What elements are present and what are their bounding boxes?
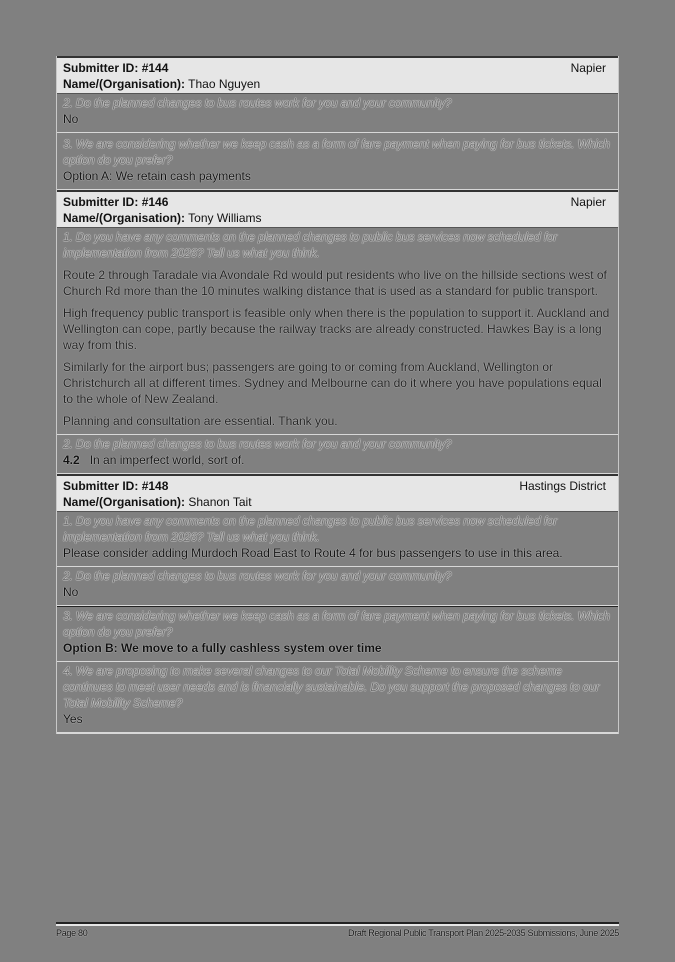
submission-header — [57, 190, 618, 228]
response-block — [57, 512, 618, 567]
response-block — [57, 133, 618, 190]
question-text: 2. Do the planned changes to bus routes work for you and your community? — [63, 96, 452, 110]
submitter-name: Name/(Organisation): Shanon Tait — [63, 495, 252, 509]
question-text: 3. We are considering whether we keep cash as a form of fare payment when paying for bus tickets. Which option do you prefer? — [63, 137, 610, 167]
page-number: Page 80 — [56, 928, 88, 938]
answer-text: No — [63, 112, 79, 126]
answer-paragraph: Planning and consultation are essential. Thank you. — [63, 414, 338, 428]
question-text: 1. Do you have any comments on the planned changes to public bus services now scheduled for implementation from 2026? Tell us what you think. — [63, 230, 558, 260]
submission-header — [57, 474, 618, 512]
answer-text: No — [63, 585, 79, 599]
submitter-location: Napier — [570, 195, 606, 209]
submitter-id: Submitter ID: #148 — [63, 479, 169, 493]
submitter-location: Hastings District — [519, 479, 606, 493]
question-text: 2. Do the planned changes to bus routes work for you and your community? — [63, 569, 452, 583]
question-text: 1. Do you have any comments on the planned changes to public bus services now scheduled for implementation from 2026? Tell us what you think. — [63, 514, 558, 544]
answer-paragraph: Route 2 through Taradale via Avondale Rd would put residents who live on the hillside sections west of Church Rd more than the 10 minutes walking distance that is used as a standard for public transport. — [63, 268, 607, 298]
answer-text: Option B: We move to a fully cashless system over time — [63, 641, 382, 655]
answer-text — [63, 267, 612, 429]
question-text: 4. We are proposing to make several changes to our Total Mobility Scheme to ensure the scheme continues to meet user needs and is financially sustainable. Do you support the proposed changes to our Total Mobility Scheme? — [63, 664, 600, 710]
answer-text: Option A: We retain cash payments — [63, 169, 251, 183]
page-footer — [56, 924, 619, 938]
question-text: 3. We are considering whether we keep cash as a form of fare payment when paying for bus tickets. Which option do you prefer? — [63, 609, 610, 639]
answer-text: Please consider adding Murdoch Road East to Route 4 for bus passengers to use in this area. — [63, 546, 563, 560]
submitter-id: Submitter ID: #146 — [63, 195, 169, 209]
submitter-name: Name/(Organisation): Tony Williams — [63, 211, 262, 225]
answer-text: 4.2 In an imperfect world, sort of. — [63, 453, 245, 467]
response-block — [57, 662, 618, 734]
response-block — [57, 567, 618, 606]
submission-146 — [56, 190, 619, 474]
submissions-document — [56, 56, 619, 734]
submitter-location: Napier — [570, 61, 606, 75]
submission-148 — [56, 474, 619, 734]
submitter-name: Name/(Organisation): Thao Nguyen — [63, 77, 261, 91]
submission-144 — [56, 56, 619, 190]
answer-paragraph: Similarly for the airport bus; passengers are going to or coming from Auckland, Wellington or Christchurch all at different times. Sydney and Melbourne can do it where you have populations equal to the whole of New Zealand. — [63, 360, 602, 406]
response-block — [57, 435, 618, 474]
response-block — [57, 606, 618, 662]
document-title: Draft Regional Public Transport Plan 2025-2035 Submissions, June 2025 — [348, 928, 619, 938]
answer-paragraph: High frequency public transport is feasible only when there is the population to support it. Auckland and Wellington can cope, partly because the railway tracks are already constructed. Hawkes Bay is a long way from this. — [63, 306, 610, 352]
submitter-id: Submitter ID: #144 — [63, 61, 169, 75]
response-block — [57, 94, 618, 133]
question-text: 2. Do the planned changes to bus routes work for you and your community? — [63, 437, 452, 451]
response-block — [57, 228, 618, 435]
answer-text: Yes — [63, 712, 83, 726]
submission-header — [57, 56, 618, 94]
